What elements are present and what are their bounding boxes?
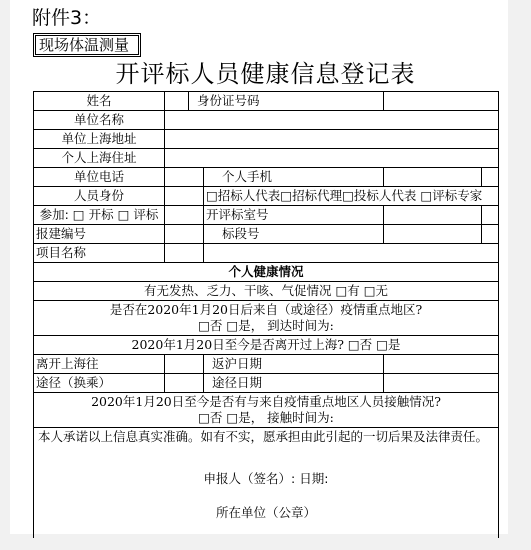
name-field[interactable]	[165, 92, 189, 111]
route-field[interactable]	[165, 374, 204, 393]
identity-options[interactable]: □招标人代表□招标代理□投标人代表 □评标专家	[204, 187, 499, 206]
room-field[interactable]	[384, 206, 482, 225]
signature-line[interactable]: 申报人（签名）: 日期:	[203, 471, 329, 486]
id-number-field[interactable]	[384, 92, 499, 111]
left-shanghai-question[interactable]: 2020年1月20日至今是否离开过上海? □否 □是	[34, 336, 499, 355]
identity-label: 人员身份	[34, 187, 165, 206]
personal-phone-field[interactable]	[384, 168, 482, 187]
epidemic-area-question-text: 是否在2020年1月20日后来自（或途径）疫情重点地区?	[109, 302, 423, 317]
table-row	[34, 301, 499, 336]
section-no-field[interactable]	[384, 225, 482, 244]
project-name-spacer	[165, 244, 204, 263]
table-row	[34, 225, 499, 244]
table-row	[34, 111, 499, 130]
route-date-field[interactable]	[384, 374, 499, 393]
table-row	[34, 130, 499, 149]
table-row	[34, 336, 499, 355]
attachment-label: 附件3：	[32, 7, 102, 29]
table-row	[34, 355, 499, 374]
personal-phone-label: 个人手机	[204, 168, 384, 187]
table-row	[34, 374, 499, 393]
unit-name-field[interactable]	[165, 111, 499, 130]
project-name-label: 项目名称	[34, 244, 165, 263]
unit-seal-line[interactable]: 所在单位（公章）	[216, 505, 317, 520]
unit-address-label: 单位上海地址	[34, 130, 165, 149]
unit-phone-field[interactable]	[165, 168, 204, 187]
section-no-label: 标段号	[204, 225, 384, 244]
table-row	[34, 393, 499, 428]
epidemic-area-answer[interactable]: □否 □是， 到达时间为:	[198, 318, 334, 333]
project-name-field[interactable]	[204, 244, 499, 263]
leave-to-field[interactable]	[165, 355, 204, 374]
project-no-label: 报建编号	[34, 225, 165, 244]
table-row	[34, 263, 499, 282]
health-info-form	[33, 91, 499, 538]
personal-address-field[interactable]	[165, 149, 499, 168]
table-row	[34, 149, 499, 168]
declaration-block	[34, 428, 499, 539]
room-extra	[482, 206, 499, 225]
contact-question-text: 2020年1月20日至今是否有与来自疫情重点地区人员接触情况?	[91, 394, 441, 409]
section-no-extra	[482, 225, 499, 244]
identity-spacer	[165, 187, 204, 206]
participate-spacer	[165, 206, 204, 225]
route-date-label: 途径日期	[204, 374, 384, 393]
table-row	[34, 206, 499, 225]
table-row	[34, 92, 499, 111]
contact-answer[interactable]: □否 □是， 接触时间为:	[198, 410, 334, 425]
table-row	[34, 187, 499, 206]
epidemic-area-question[interactable]	[34, 301, 499, 336]
personal-address-label: 个人上海住址	[34, 149, 165, 168]
return-date-field[interactable]	[384, 355, 499, 374]
route-label: 途径（换乘）	[34, 374, 165, 393]
declaration-text: 本人承诺以上信息真实准确。如有不实，愿承担由此引起的一切后果及法律责任。	[38, 429, 489, 444]
table-row	[34, 282, 499, 301]
unit-name-label: 单位名称	[34, 111, 165, 130]
participate-checkboxes[interactable]: 参加: □ 开标 □ 评标	[34, 206, 165, 225]
id-number-label: 身份证号码	[189, 92, 384, 111]
room-label: 开评标室号	[204, 206, 384, 225]
table-row	[34, 428, 499, 539]
contact-question[interactable]	[34, 393, 499, 428]
unit-phone-label: 单位电话	[34, 168, 165, 187]
health-section-heading: 个人健康情况	[34, 263, 499, 282]
table-row	[34, 244, 499, 263]
symptoms-question[interactable]: 有无发热、乏力、干咳、气促情况 □有 □无	[34, 282, 499, 301]
return-date-label: 返沪日期	[204, 355, 384, 374]
personal-phone-extra	[482, 168, 499, 187]
table-row	[34, 168, 499, 187]
form-title: 开评标人员健康信息登记表	[115, 60, 416, 88]
temperature-label-box: 现场体温测量	[33, 33, 141, 57]
unit-address-field[interactable]	[165, 130, 499, 149]
leave-to-label: 离开上海往	[34, 355, 165, 374]
project-no-field[interactable]	[165, 225, 204, 244]
name-label: 姓名	[34, 92, 165, 111]
